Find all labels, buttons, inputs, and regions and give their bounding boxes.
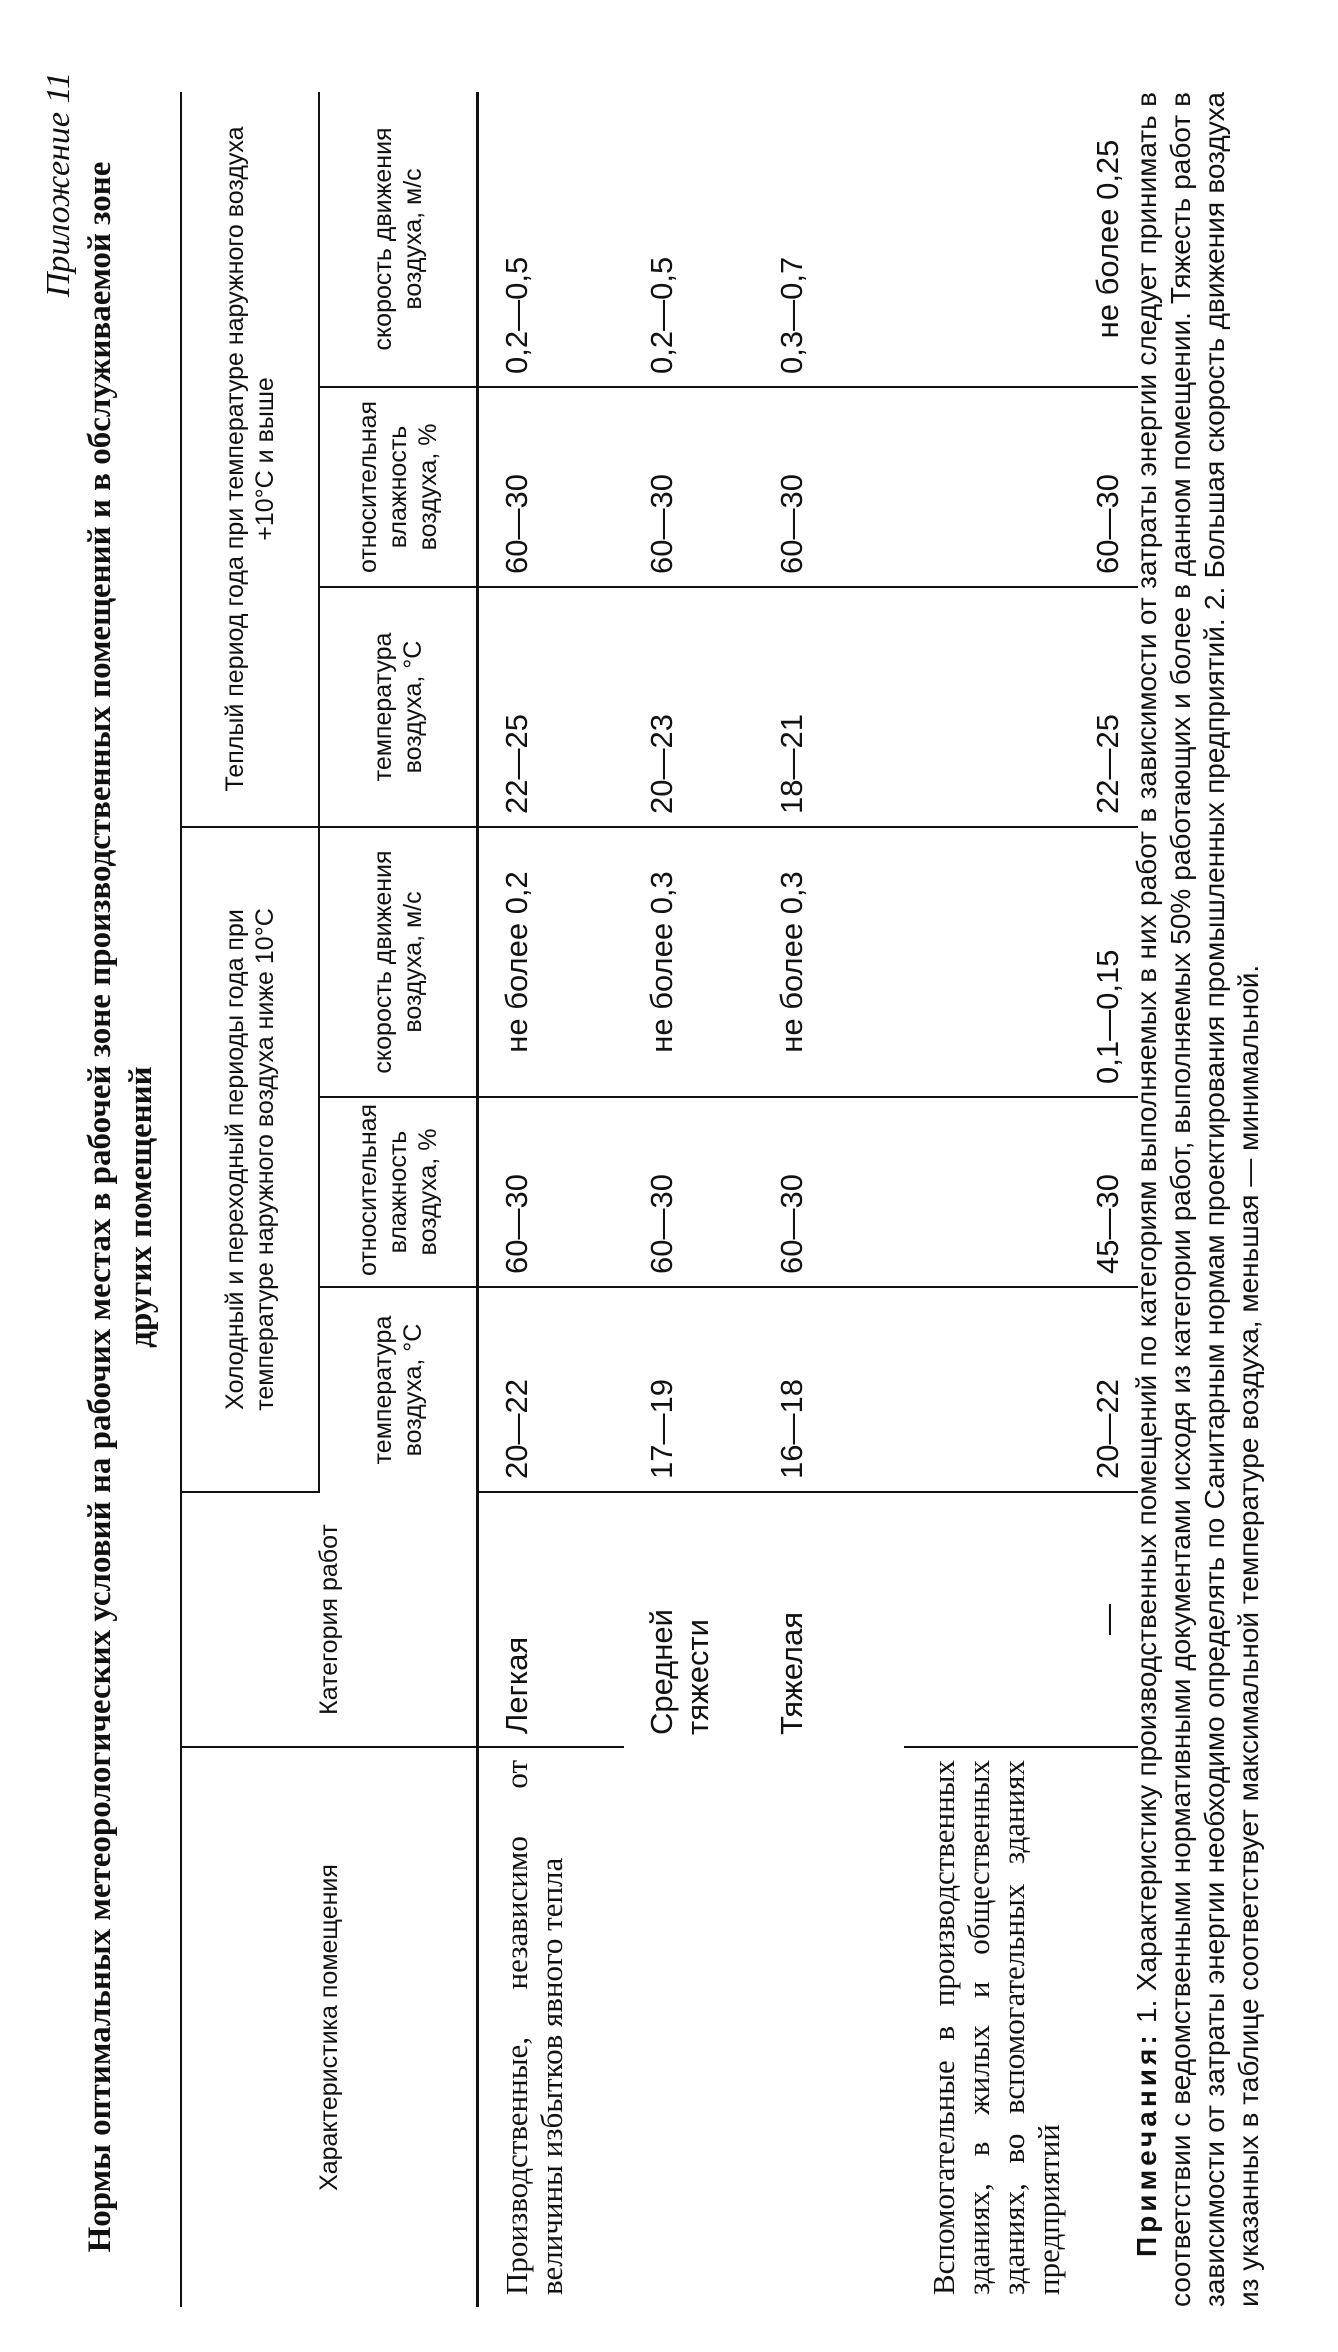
norms-table [180,92,1138,2307]
cell-cold-temp: 20—22 [478,1287,625,1492]
cell-category: — [904,1492,1138,1747]
cell-warm-humidity: 60—30 [624,387,754,587]
cell-warm-speed: 0,3—0,7 [754,92,904,387]
cell-category: Средней тяжести [644,1609,715,1735]
cell-warm-humidity: 60—30 [754,387,904,587]
document-title: Нормы оптимальных метеорологических условий на рабочих местах в рабочей зоне производственных помещений и в обслуживаемой зоне других помещений [82,161,159,2253]
header-cold-humidity: относительная влажность воздуха, % [319,1097,478,1287]
cell-cold-humidity: 60—30 [624,1097,754,1287]
cell-warm-temp: 22—25 [478,587,625,827]
cell-warm-speed: 0,2—0,5 [624,92,754,387]
cell-cold-speed: не более 0,2 [478,827,625,1097]
cell-cold-temp: 20—22 [904,1287,1138,1492]
cell-cold-speed: 0,1—0,15 [904,827,1138,1097]
table-header-row [181,92,319,2307]
appendix-label: Приложение 11 [40,72,77,298]
cell-warm-temp: 20—23 [624,587,754,827]
header-warm-temperature: температура воздуха, °С [319,587,478,827]
header-characteristic: Характеристика помещения [181,1747,478,2307]
cell-warm-humidity: 60—30 [904,387,1138,587]
cell-cold-humidity: 60—30 [478,1097,625,1287]
cell-category: Тяжелая [774,1611,809,1735]
cell-cold-speed: не более 0,3 [754,827,904,1097]
cell-characteristic: Производственные, независимо от величины избытков явного тепла [499,1760,569,2295]
notes-paragraph [1130,92,1266,2307]
cell-warm-speed: 0,2—0,5 [478,92,625,387]
header-warm-period: Теплый период года при температуре наружного воздуха +10°С и выше [181,92,319,827]
header-cold-period: Холодный и переходный периоды года при температуре наружного воздуха ниже 10°С [181,827,319,1492]
cell-warm-temp: 18—21 [754,587,904,827]
cell-category: Легкая [478,1492,625,1747]
cell-warm-humidity: 60—30 [478,387,625,587]
cell-warm-temp: 22—25 [904,587,1138,827]
cell-cold-humidity: 45—30 [904,1097,1138,1287]
cell-cold-temp: 16—18 [754,1287,904,1492]
cell-cold-speed: не более 0,3 [624,827,754,1097]
cell-cold-temp: 17—19 [624,1287,754,1492]
table-row [478,92,625,2307]
cell-warm-speed: не более 0,25 [904,92,1138,387]
notes-lead: Примечания: [1131,2031,1162,2257]
header-cold-temperature: температура воздуха, °С [319,1287,478,1492]
cell-cold-humidity: 60—30 [754,1097,904,1287]
header-category: Категория работ [181,1492,478,1747]
cell-characteristic: Вспомогательные в производственных зданиях, в жилых и общественных зданиях, во вспомогательных зданиях предприятий [926,1760,1066,2295]
notes-text: 1. Характеристику производственных помещений по категориям выполняемых в них работ в зависимости от затраты энергии следует принимать в соответствии с ведомственными нормативными документами исходя из категории работ, выполняемых 50% работающих и более в данном помещении. Тяжесть работ в зависимости от затраты энергии необходимо определять по Санитарным нормам проектирования промышленных предприятий. 2. Большая скорость движения воздуха из указанных в таблице соответствует максимальной температуре воздуха, меньшая — минимальной. [1131,92,1264,2307]
table-row [904,92,1138,2307]
header-warm-speed: скорость движения воздуха, м/с [319,92,478,387]
header-cold-speed: скорость движения воздуха, м/с [319,827,478,1097]
header-warm-humidity: относительная влажность воздуха, % [319,387,478,587]
